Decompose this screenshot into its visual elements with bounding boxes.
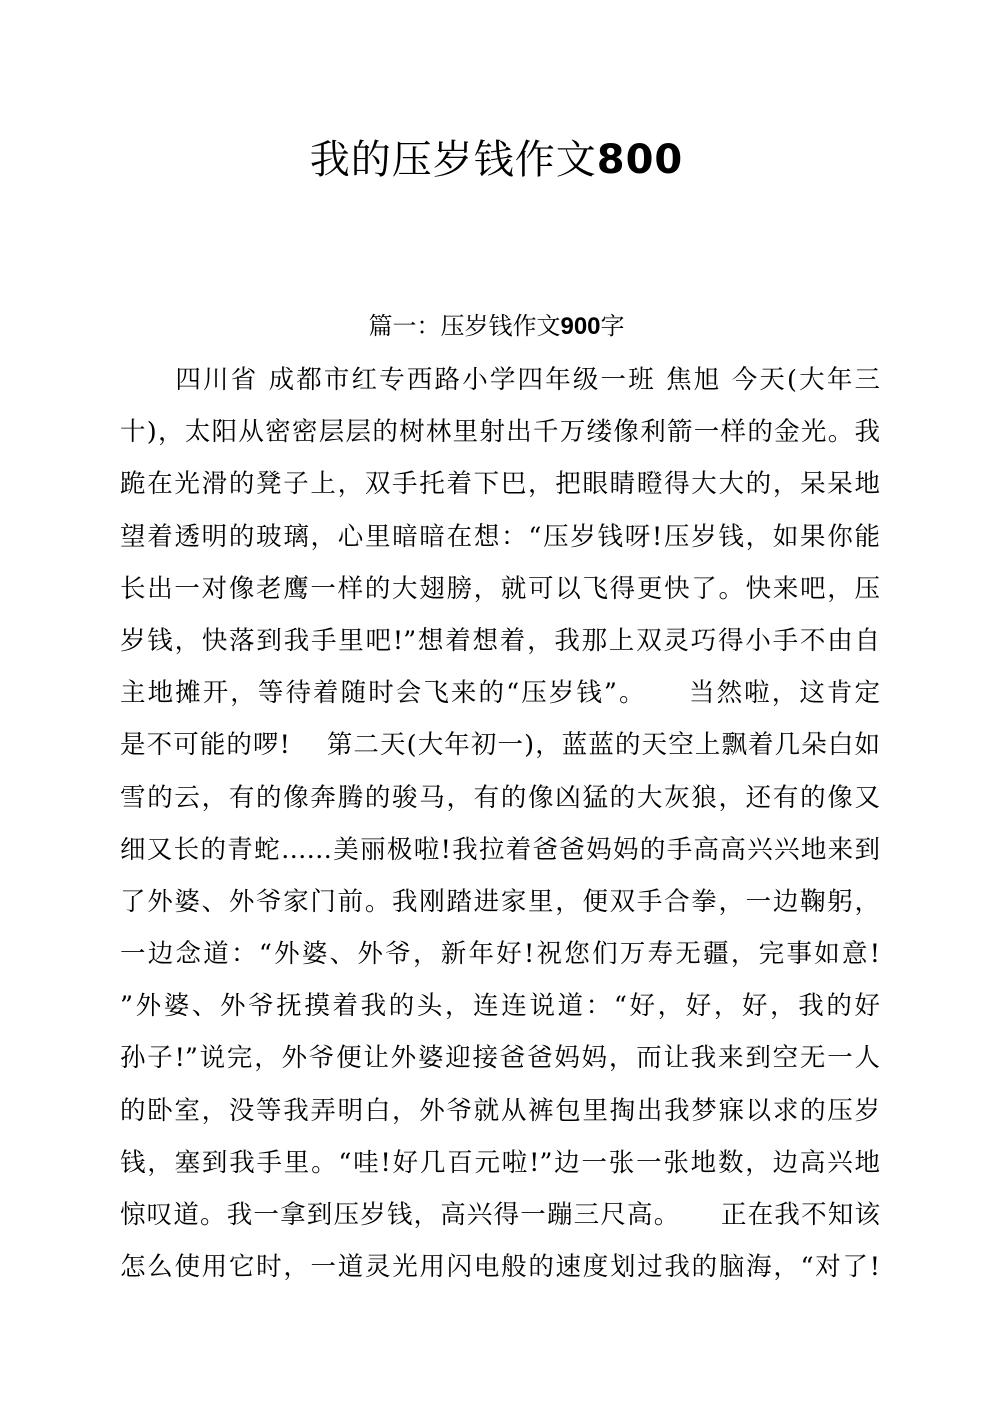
text-line: ”外婆、外爷抚摸着我的头，连连说道：“好，好，好，我的好 xyxy=(120,991,880,1022)
section-heading xyxy=(0,308,993,345)
text-line: 长出一对像老鹰一样的大翅膀，就可以飞得更快了。快来吧，压 xyxy=(120,573,880,604)
text-line: 雪的云，有的像奔腾的骏马，有的像凶猛的大灰狼，还有的像又 xyxy=(120,782,880,813)
text-line: 怎么使用它时，一道灵光用闪电般的速度划过我的脑海，“对了! xyxy=(120,1252,880,1283)
text-line: 了外婆、外爷家门前。我刚踏进家里，便双手合拳，一边鞠躬， xyxy=(120,886,880,917)
text-line: 一边念道：“外婆、外爷，新年好!祝您们万寿无疆，完事如意! xyxy=(120,939,880,970)
title-number: 800 xyxy=(596,137,684,183)
subtitle-text-b: 字 xyxy=(600,312,625,340)
subtitle-number: 900 xyxy=(560,313,601,340)
text-line: 是不可能的啰! 第二天(大年初一)，蓝蓝的天空上飘着几朵白如 xyxy=(120,730,880,761)
text-line: 细又长的青蛇……美丽极啦!我拉着爸爸妈妈的手高高兴兴地来到 xyxy=(120,834,880,865)
text-line: 的卧室，没等我弄明白，外爷就从裤包里掏出我梦寐以求的压岁 xyxy=(120,1095,880,1126)
document-title xyxy=(0,134,993,186)
essay-body xyxy=(120,358,880,1297)
title-text: 我的压岁钱作文 xyxy=(309,137,597,183)
text-line: 十)，太阳从密密层层的树林里射出千万缕像利箭一样的金光。我 xyxy=(120,417,880,448)
text-line: 主地摊开，等待着随时会飞来的“压岁钱”。 当然啦，这肯定 xyxy=(120,678,880,709)
subtitle-text-a: 篇一：压岁钱作文 xyxy=(368,312,561,340)
text-line: 孙子!”说完，外爷便让外婆迎接爸爸妈妈，而让我来到空无一人 xyxy=(120,1043,880,1074)
text-line: 惊叹道。我一拿到压岁钱，高兴得一蹦三尺高。 正在我不知该 xyxy=(120,1200,880,1230)
text-line: 四川省 成都市红专西路小学四年级一班 焦旭 今天(大年三 xyxy=(120,365,880,395)
text-line: 望着透明的玻璃，心里暗暗在想：“压岁钱呀!压岁钱，如果你能 xyxy=(120,521,880,552)
text-line: 跪在光滑的凳子上，双手托着下巴，把眼睛瞪得大大的，呆呆地 xyxy=(120,469,880,500)
text-line: 钱，塞到我手里。“哇!好几百元啦!”边一张一张地数，边高兴地 xyxy=(120,1147,880,1178)
text-line: 岁钱，快落到我手里吧!”想着想着，我那上双灵巧得小手不由自 xyxy=(120,625,880,656)
